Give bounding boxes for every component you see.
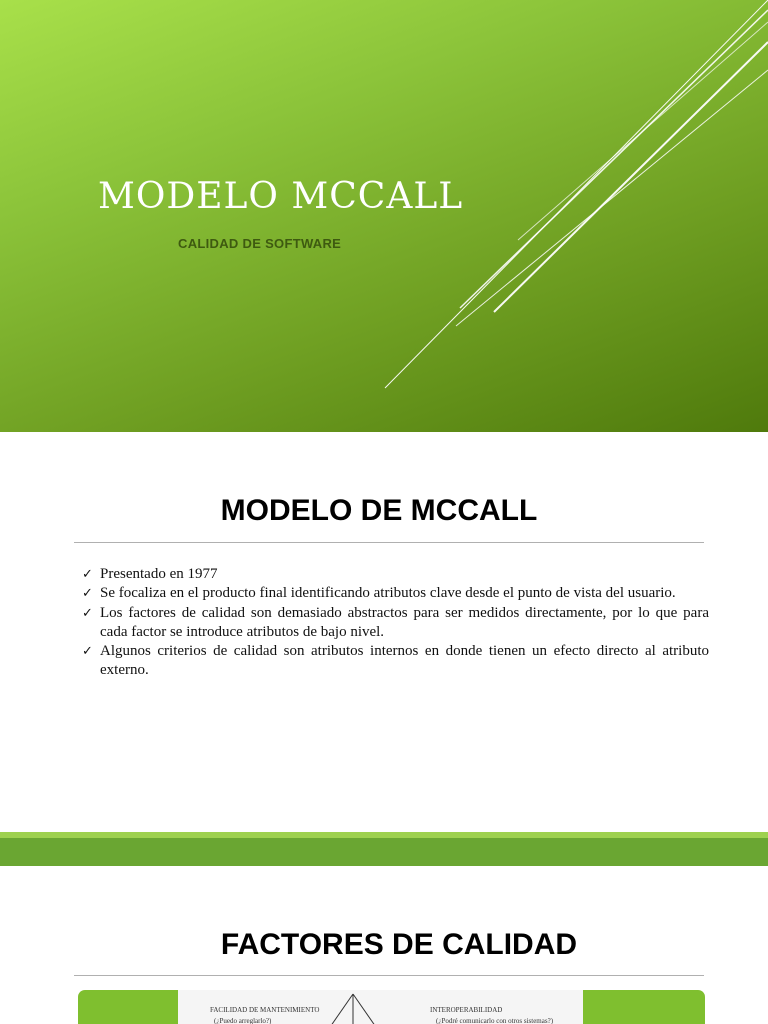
- quality-factors-diagram: [178, 990, 583, 1024]
- content-slide-factores: [0, 866, 768, 1024]
- check-icon: ✓: [82, 644, 93, 660]
- diagram-sublabel: (¿Puedo arreglarlo?): [214, 1017, 272, 1024]
- check-icon: ✓: [82, 605, 93, 621]
- list-item: [82, 565, 709, 584]
- list-item: [82, 642, 709, 681]
- content-slide-mccall: [0, 432, 768, 832]
- slide-heading: MODELO DE MCCALL: [220, 494, 538, 527]
- bullet-text: Algunos criterios de calidad son atributos internos en donde tienen un efecto directo al atributo externo.: [100, 643, 709, 679]
- check-icon: ✓: [82, 586, 93, 602]
- list-item: [82, 584, 709, 603]
- bullet-text: Los factores de calidad son demasiado abstractos para ser medidos directamente, por lo que para cada factor se introduce atributos de bajo nivel.: [100, 604, 709, 640]
- diagram-sublabel: (¿Podré comunicarlo con otros sistemas?): [436, 1017, 554, 1024]
- heading-divider: [74, 542, 704, 543]
- diagram-label: INTEROPERABILIDAD: [430, 1006, 503, 1014]
- green-panel-left: [78, 990, 178, 1024]
- presentation-title: MODELO MCCALL: [98, 176, 464, 217]
- list-item: [82, 604, 709, 643]
- check-icon: ✓: [82, 567, 93, 582]
- slide-heading: FACTORES DE CALIDAD: [220, 928, 578, 961]
- green-panel-right: [583, 990, 705, 1024]
- bullet-list: [82, 565, 709, 681]
- presentation-subtitle: CALIDAD DE SOFTWARE: [178, 236, 342, 251]
- bullet-text: Se focaliza en el producto final identificando atributos clave desde el punto de vista del usuario.: [100, 585, 676, 602]
- bullet-text: Presentado en 1977: [100, 566, 218, 582]
- title-slide: [0, 0, 768, 432]
- heading-divider: [74, 975, 704, 976]
- diagram-label: FACILIDAD DE MANTENIMIENTO: [210, 1006, 320, 1014]
- separator-band-dark: [0, 838, 768, 866]
